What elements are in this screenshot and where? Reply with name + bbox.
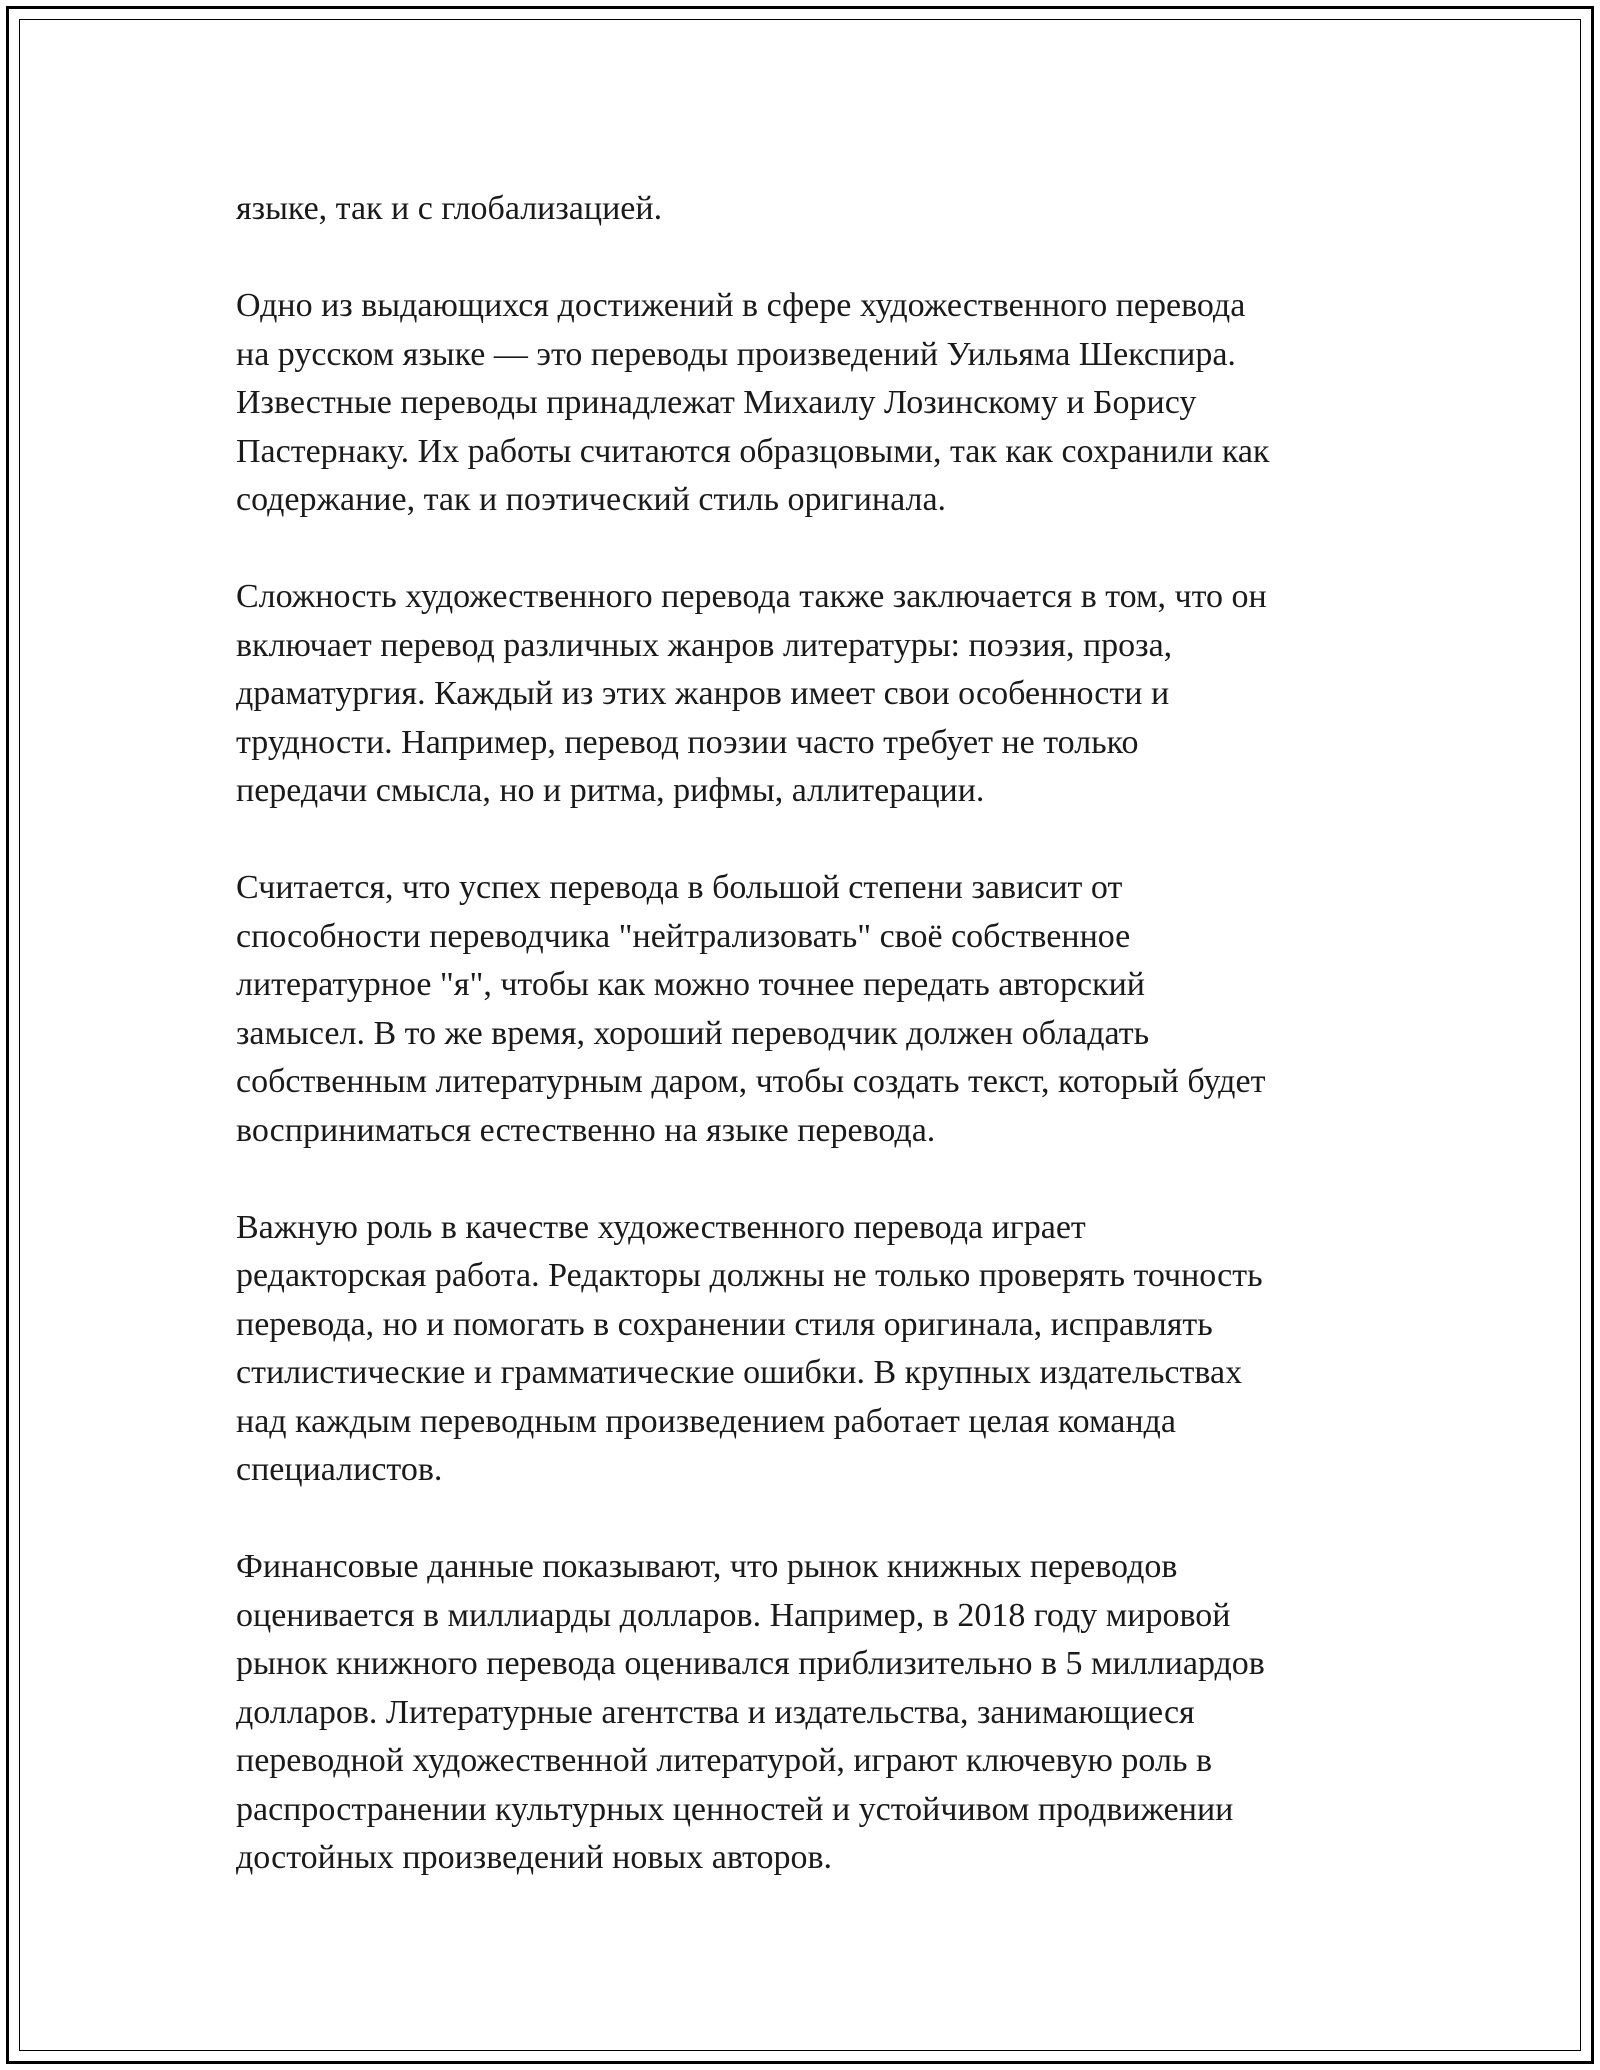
paragraph-2: Одно из выдающихся достижений в сфере художественного перевода на русском языке — это переводы произведений Уильяма Шекспира. Известные переводы принадлежат Михаилу Лозинскому и Борису Пастернаку. Их работы считаются образцовыми, так как сохранили как содержание, так и поэтический стиль оригинала. xyxy=(236,287,1270,518)
document-body xyxy=(236,185,1376,1931)
paragraph-1: языке, так и с глобализацией. xyxy=(236,190,663,227)
paragraph-3: Сложность художественного перевода также заключается в том, что он включает перевод различных жанров литературы: поэзия, проза, драматургия. Каждый из этих жанров имеет свои особенности и трудности. Например, перевод поэзии часто требует не только передачи смысла, но и ритма, рифмы, аллитерации. xyxy=(236,578,1267,809)
paragraph-5: Важную роль в качестве художественного перевода играет редакторская работа. Редакторы должны не только проверять точность перевода, но и помогать в сохранении стиля оригинала, исправлять стилистические и грамматические ошибки. В крупных издательствах над каждым переводным произведением работает целая команда специалистов. xyxy=(236,1208,1263,1488)
paragraph-6: Финансовые данные показывают, что рынок книжных переводов оценивается в миллиарды долларов. Например, в 2018 году мировой рынок книжного перевода оценивался приблизительно в 5 миллиардов долларов. Литературные агентства и издательства, занимающиеся переводной художественной литературой, играют ключевую роль в распространении культурных ценностей и устойчивом продвижении достойных произведений новых авторов. xyxy=(236,1548,1265,1876)
paragraph-4: Считается, что успех перевода в большой степени зависит от способности переводчика "нейтрализовать" своё собственное литературное "я", чтобы как можно точнее передать авторский замысел. В то же время, хороший переводчик должен обладать собственным литературным даром, чтобы создать текст, который будет восприниматься естественно на языке перевода. xyxy=(236,869,1266,1149)
